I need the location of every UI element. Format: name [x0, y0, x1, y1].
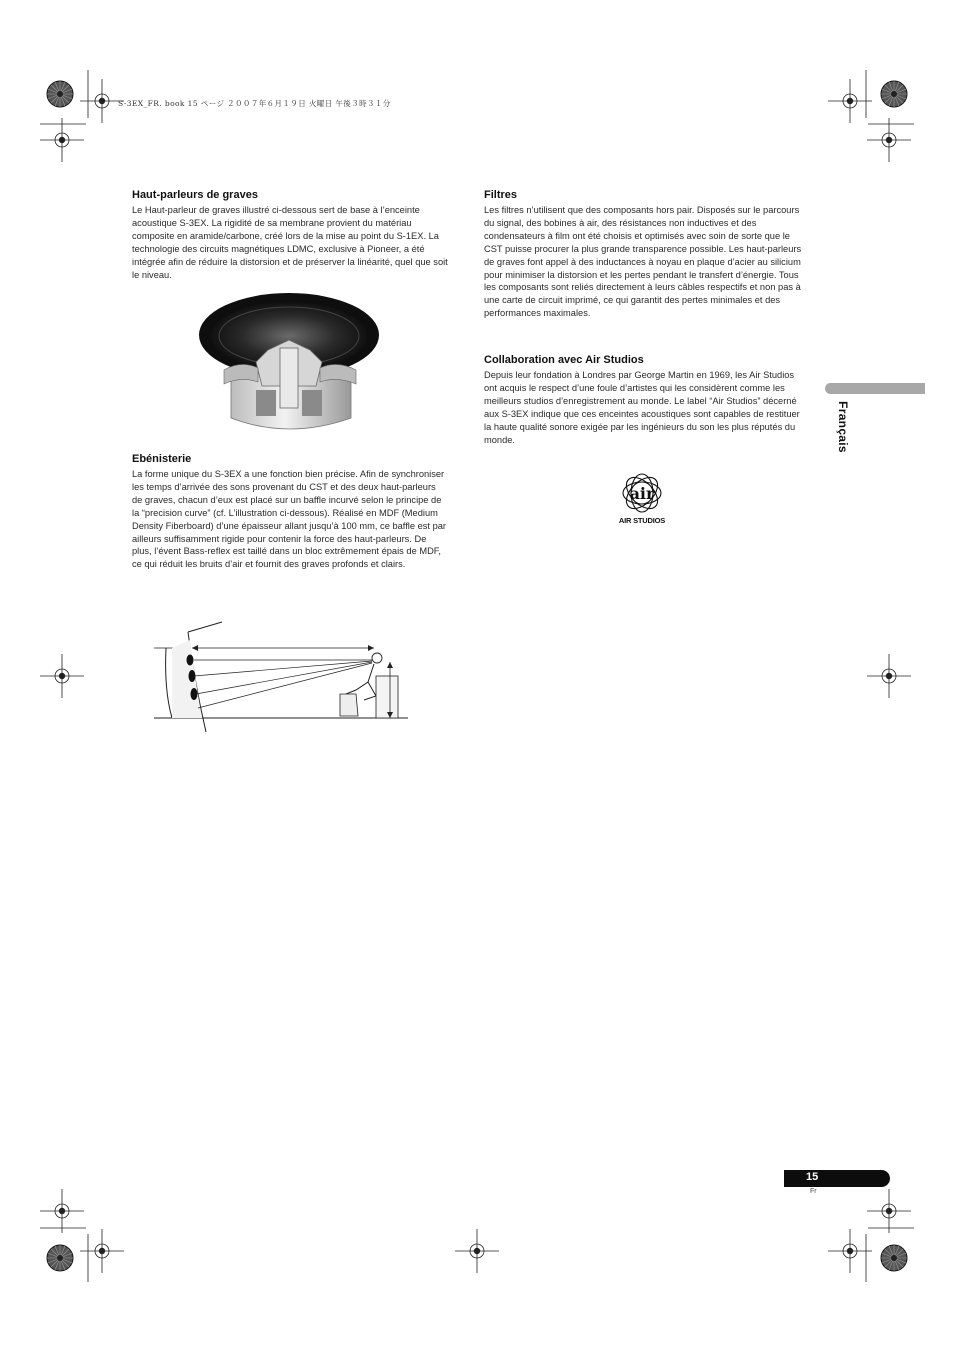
air-studios-text: Depuis leur fondation à Londres par George Martin en 1969, les Air Studios ont acquis le respect d’une foule d’artistes qui les considèrent comme les meilleurs studios d’enregistrement au monde. Le label “Air Studios” décerné aux S-3EX indique que ces enceintes acoustiques sont capables de restituer la haute qualité sonore exigée par les ingénieurs du son les plus réputés du monde. — [484, 370, 800, 445]
page-number-pill — [784, 1170, 890, 1187]
cabinet-text: La forme unique du S-3EX a une fonction bien précise. Afin de synchroniser les temps d’arrivée des sons provenant du CST et des deux haut-parleurs de graves, chacun d’eux est placé sur un baffle incurvé selon le principe de la “precision curve” (cf. L’illustration ci-dessous). Réalisé en MDF (Medium Density Fiberboard) d’une épaisseur allant jusqu’à 100 mm, ce baffle est par ailleurs suffisamment rigide pour contenir la force des haut-parleurs. De plus, l’évent Bass-reflex est taillé dans un bloc extrêmement épais de MDF, ce qui réduit les bruits d’air et fournit des graves profonds et clairs. — [132, 469, 447, 570]
air-studios-heading: Collaboration avec Air Studios — [484, 354, 644, 366]
print-header: S-3EX_FR. book 15 ページ ２００７年６月１９日 火曜日 午後３時３１分 — [118, 99, 391, 108]
registration-target — [40, 1189, 84, 1233]
registration-rosette — [47, 1245, 73, 1271]
air-studios-logo — [610, 470, 674, 530]
air-studios-section — [484, 353, 802, 446]
registration-target — [867, 654, 911, 698]
page-language-code: Fr — [810, 1188, 817, 1195]
registration-target — [867, 118, 911, 162]
filters-heading: Filtres — [484, 189, 518, 201]
registration-target — [455, 1229, 499, 1273]
registration-target — [80, 1229, 124, 1273]
woofer-cutaway-illustration — [196, 290, 386, 440]
registration-target — [867, 1189, 911, 1233]
cabinet-section — [132, 452, 448, 571]
registration-target — [40, 654, 84, 698]
registration-target — [828, 1229, 872, 1273]
registration-rosette — [47, 81, 73, 107]
registration-target — [40, 118, 84, 162]
air-logo-text: air — [629, 484, 655, 503]
filters-section — [484, 188, 802, 320]
air-studios-caption: AIR STUDIOS — [618, 516, 666, 525]
registration-rosette — [881, 81, 907, 107]
woofer-section — [132, 188, 448, 281]
woofer-heading: Haut-parleurs de graves — [132, 189, 258, 201]
woofer-text: Le Haut-parleur de graves illustré ci-dessous sert de base à l’enceinte acoustique S-3EX. La rigidité de sa membrane provient du matériau composite en aramide/carbone, créé lors de la mise au point du S-1EX. La technologie des circuits magnétiques LDMC, exclusive à Pioneer, a été intégrée afin de réduire la distorsion et de préserver la linéarité, quel que soit le niveau. — [132, 205, 448, 280]
air-studios-logo-mark — [610, 470, 674, 516]
language-tab-label: Français — [836, 401, 850, 453]
registration-target — [80, 79, 124, 123]
page-number: 15 — [806, 1171, 819, 1183]
precision-curve-diagram — [150, 620, 412, 738]
cabinet-heading: Ebénisterie — [132, 453, 192, 465]
filters-text: Les filtres n’utilisent que des composants hors pair. Disposés sur le parcours du signal, des bobines à air, des résistances non inductives et des condensateurs à film ont été choisis et optimisés avec soin de sorte que le CST puisse procurer la plus grande transparence possible. Les haut-parleurs de graves font appel à des inductances à noyau en plaque d’acier au silicium pour minimiser la distorsion et les pertes pendant le transfert d’énergie. Tous les composants sont reliés directement à leurs câbles respectifs et non pas à une carte de circuit imprimé, ce qui garantit des pertes minimales et des performances maximales. — [484, 205, 802, 319]
registration-rosette — [881, 1245, 907, 1271]
registration-target — [828, 79, 872, 123]
